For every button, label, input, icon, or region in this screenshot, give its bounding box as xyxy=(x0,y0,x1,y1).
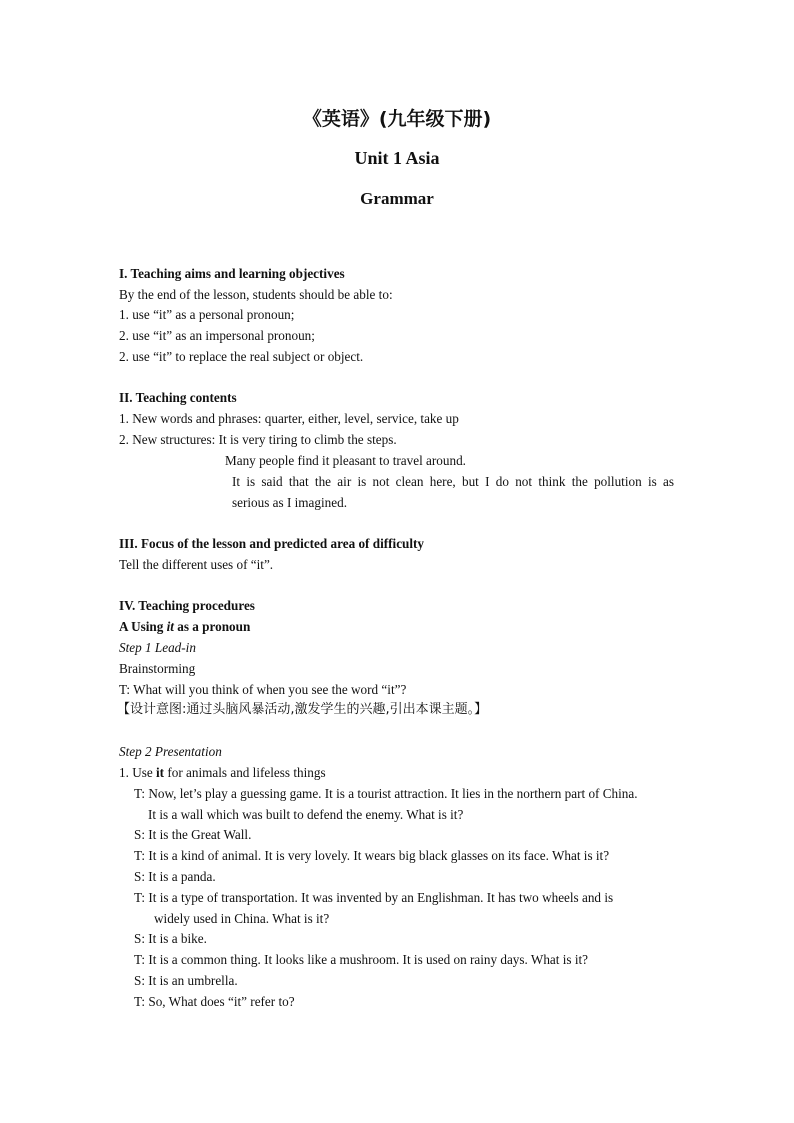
section-title: Grammar xyxy=(360,189,434,208)
brainstorming: Brainstorming xyxy=(119,661,196,676)
design-note: 【设计意图:通过头脑风暴活动,激发学生的兴趣,引出本课主题。】 xyxy=(117,702,488,717)
structures-label: 2. New structures: xyxy=(119,432,219,447)
focus-heading: III. Focus of the lesson and predicted area of difficulty xyxy=(119,536,425,551)
part-a-suffix: as a pronoun xyxy=(173,619,251,634)
teacher-question: T: What will you think of when you see the word “it”? xyxy=(119,682,407,697)
structure-sentence: It is said that the air is not clean here, but I do not think the pollution is as xyxy=(232,474,674,489)
dialogue-line: T: So, What does “it” refer to? xyxy=(134,994,295,1009)
use-suffix: for animals and lifeless things xyxy=(164,765,326,780)
unit-title: Unit 1 Asia xyxy=(354,148,440,168)
procedures-heading: IV. Teaching procedures xyxy=(119,598,255,613)
use-prefix: 1. Use xyxy=(119,765,156,780)
aims-heading: I. Teaching aims and learning objectives xyxy=(119,266,345,281)
part-a-heading xyxy=(119,619,250,635)
aims-item: 2. use “it” to replace the real subject or object. xyxy=(119,349,364,364)
structure-sentence: It is very tiring to climb the steps. xyxy=(218,432,397,447)
part-a-prefix: A Using xyxy=(119,619,167,634)
dialogue-line: S: It is an umbrella. xyxy=(134,973,238,988)
aims-item: 2. use “it” as an impersonal pronoun; xyxy=(119,328,315,343)
step2-heading: Step 2 Presentation xyxy=(119,744,222,759)
focus-text: Tell the different uses of “it”. xyxy=(119,557,274,572)
aims-intro: By the end of the lesson, students should be able to: xyxy=(119,287,393,302)
contents-structures xyxy=(119,432,397,448)
aims-item: 1. use “it” as a personal pronoun; xyxy=(119,307,295,322)
dialogue-line: It is a wall which was built to defend the enemy. What is it? xyxy=(148,807,464,822)
step1-heading: Step 1 Lead-in xyxy=(119,640,196,655)
dialogue-line: widely used in China. What is it? xyxy=(154,911,330,926)
dialogue-line: S: It is a panda. xyxy=(134,869,216,884)
book-title: 《英语》(九年级下册) xyxy=(302,108,492,130)
contents-heading: II. Teaching contents xyxy=(119,390,237,405)
use-it: it xyxy=(156,765,165,780)
structure-sentence: serious as I imagined. xyxy=(232,495,347,510)
dialogue-line: T: It is a type of transportation. It was invented by an Englishman. It has two wheels and is xyxy=(134,890,614,905)
dialogue-line: T: Now, let’s play a guessing game. It is a tourist attraction. It lies in the northern part of China. xyxy=(134,786,638,801)
part-a-it: it xyxy=(166,619,174,634)
dialogue-line: T: It is a common thing. It looks like a mushroom. It is used on rainy days. What is it? xyxy=(134,952,589,967)
structure-sentence: Many people find it pleasant to travel around. xyxy=(225,453,466,468)
dialogue-line: S: It is the Great Wall. xyxy=(134,827,252,842)
dialogue-line: S: It is a bike. xyxy=(134,931,207,946)
use-it-heading xyxy=(119,765,326,781)
contents-words: 1. New words and phrases: quarter, either, level, service, take up xyxy=(119,411,459,426)
dialogue-line: T: It is a kind of animal. It is very lovely. It wears big black glasses on its face. What is it? xyxy=(134,848,610,863)
